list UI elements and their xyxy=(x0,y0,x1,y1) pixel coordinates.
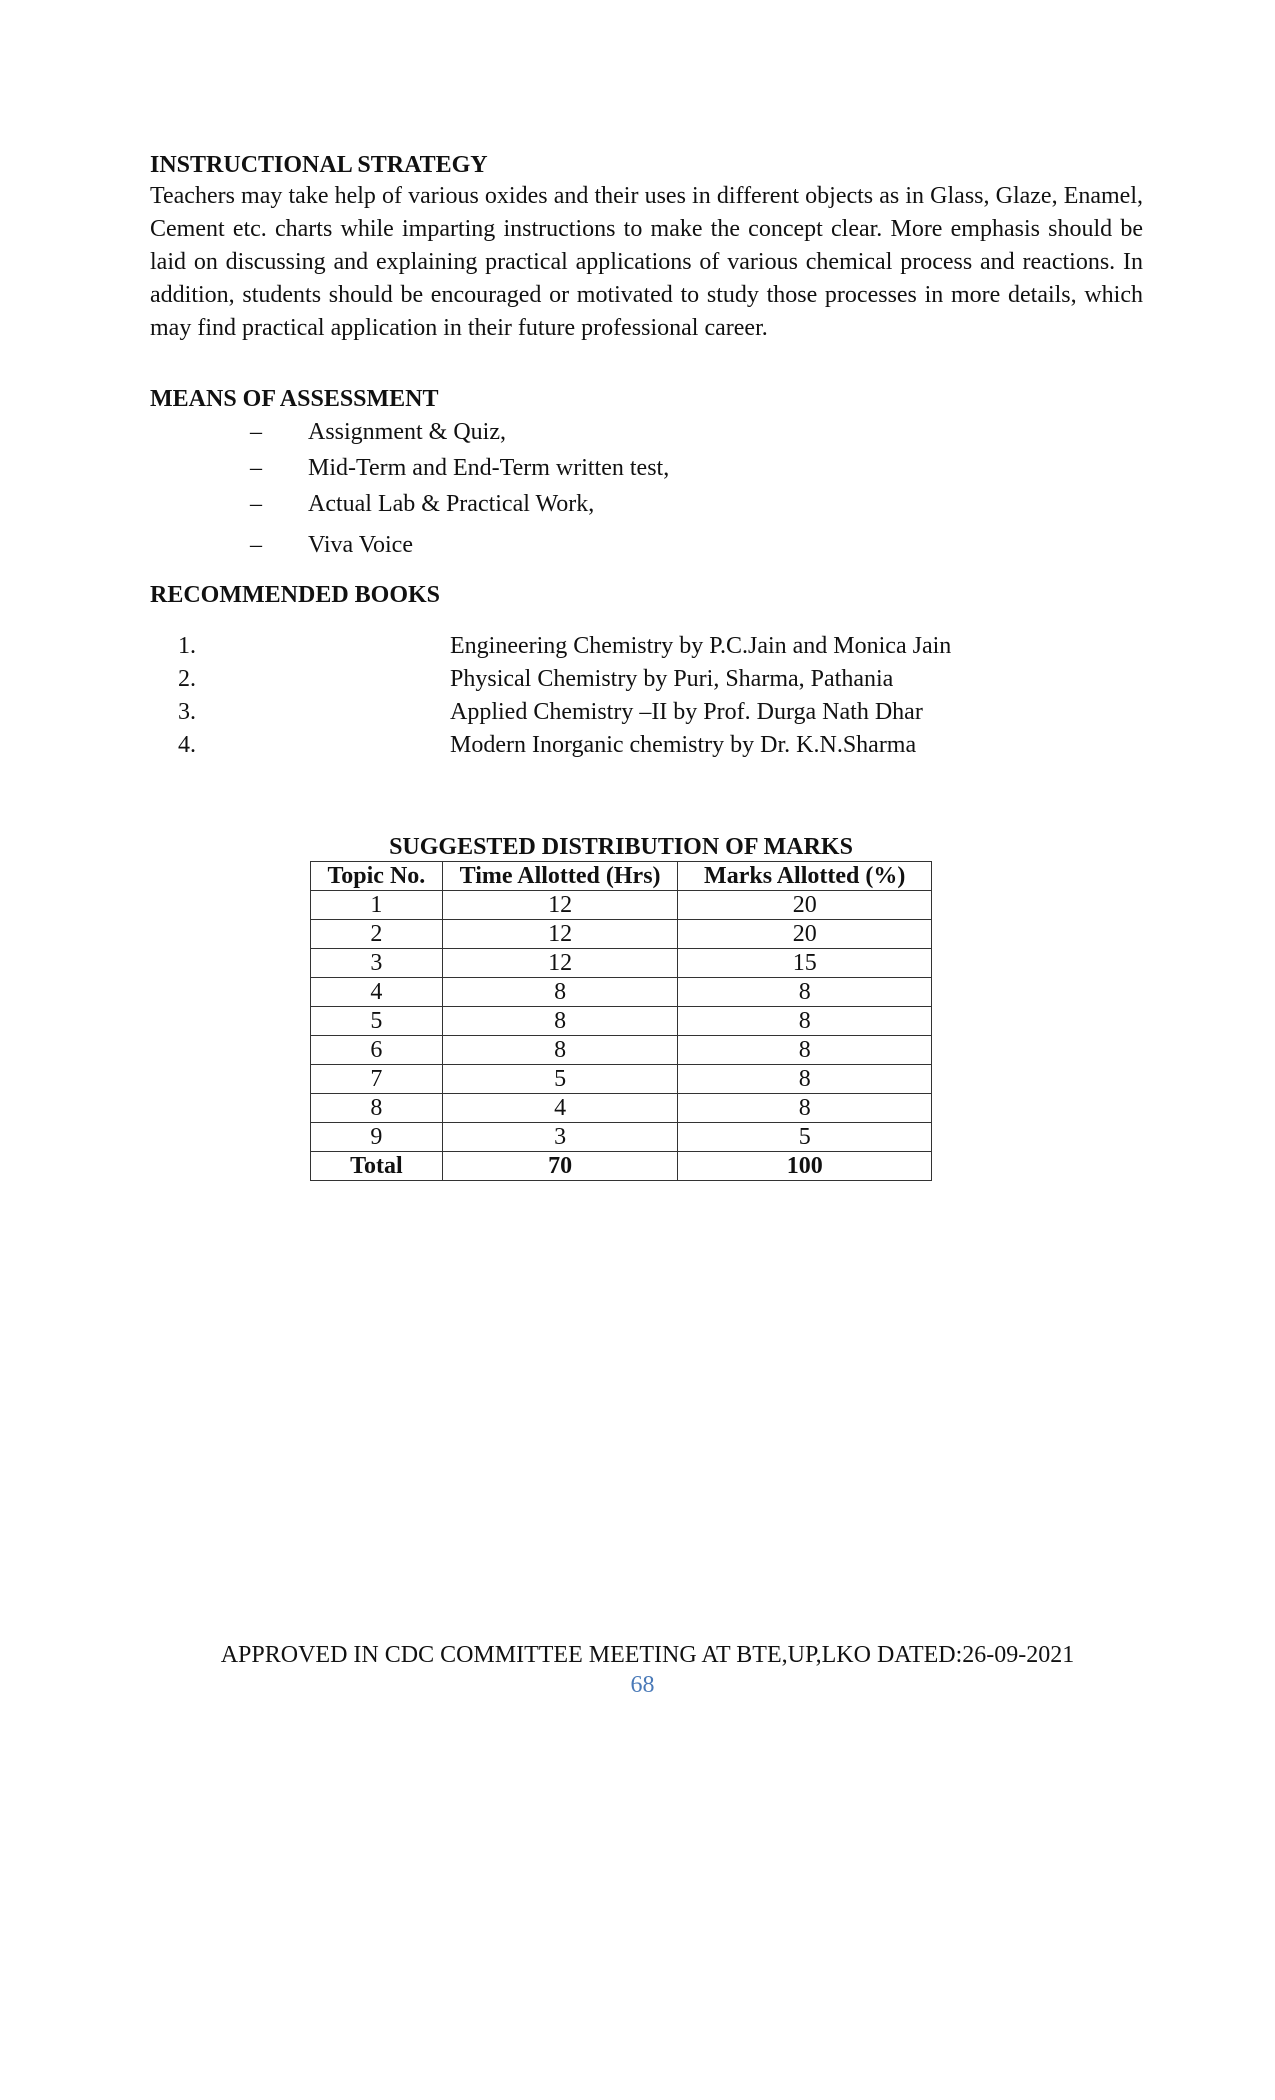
cell-topic: 3 xyxy=(311,949,443,978)
list-item xyxy=(150,486,1143,522)
book-title: Physical Chemistry by Puri, Sharma, Pathania xyxy=(450,666,894,692)
cell-marks: 8 xyxy=(678,1007,932,1036)
assessment-item-label: Actual Lab & Practical Work, xyxy=(308,491,595,517)
assessment-item-label: Mid-Term and End-Term written test, xyxy=(308,455,670,481)
cell-marks: 8 xyxy=(678,1094,932,1123)
cell-topic: 2 xyxy=(311,920,443,949)
book-title: Applied Chemistry –II by Prof. Durga Nath Dhar xyxy=(450,699,923,725)
table-row xyxy=(311,1094,932,1123)
cell-time: 5 xyxy=(442,1065,678,1094)
book-number: 4. xyxy=(178,732,196,758)
instructional-strategy-text: Teachers may take help of various oxides and their uses in different objects as in Glass, Glaze, Enamel, Cement etc. charts while imparting instructions to make the concept clear. More emphasis should be laid on discussing and explaining practical applications of various chemical process and reactions. In addition, students should be encouraged or motivated to study those processes in more details, which may find practical application in their future professional career. xyxy=(150,183,1143,341)
assessment-item-label: Assignment & Quiz, xyxy=(308,419,506,445)
cell-topic: 9 xyxy=(311,1123,443,1152)
table-row xyxy=(311,978,932,1007)
recommended-books-heading: RECOMMENDED BOOKS xyxy=(150,582,441,608)
table-total-row xyxy=(311,1152,932,1181)
cell-marks: 8 xyxy=(678,1036,932,1065)
marks-table-title: SUGGESTED DISTRIBUTION OF MARKS xyxy=(389,834,853,860)
assessment-item-label: Viva Voice xyxy=(308,532,413,558)
cell-marks: 8 xyxy=(678,1065,932,1094)
cell-time: 12 xyxy=(442,949,678,978)
table-row xyxy=(311,949,932,978)
list-item xyxy=(150,450,1143,486)
page-footer xyxy=(0,1640,1275,1700)
cell-time: 8 xyxy=(442,1036,678,1065)
dash-bullet: – xyxy=(250,532,262,558)
cell-topic: 4 xyxy=(311,978,443,1007)
instructional-strategy-section xyxy=(150,150,1143,345)
table-row xyxy=(311,891,932,920)
header-marks-allotted: Marks Allotted (%) xyxy=(678,862,932,891)
book-title: Engineering Chemistry by P.C.Jain and Monica Jain xyxy=(450,633,952,659)
instructional-strategy-heading: INSTRUCTIONAL STRATEGY xyxy=(150,152,488,178)
header-topic-no: Topic No. xyxy=(311,862,443,891)
cell-marks: 8 xyxy=(678,978,932,1007)
list-item xyxy=(150,522,1143,562)
dash-bullet: – xyxy=(250,419,262,445)
cell-time: 4 xyxy=(442,1094,678,1123)
cell-marks: 20 xyxy=(678,891,932,920)
table-row xyxy=(311,1065,932,1094)
books-list xyxy=(150,630,1143,762)
list-item xyxy=(150,729,1143,762)
cell-time: 3 xyxy=(442,1123,678,1152)
recommended-books-section xyxy=(150,580,1143,762)
means-of-assessment-heading: MEANS OF ASSESSMENT xyxy=(150,386,439,412)
book-title: Modern Inorganic chemistry by Dr. K.N.Sharma xyxy=(450,732,917,758)
list-item xyxy=(150,414,1143,450)
book-number: 3. xyxy=(178,699,196,725)
list-item xyxy=(150,663,1143,696)
cell-topic: 8 xyxy=(311,1094,443,1123)
cell-total-label: Total xyxy=(311,1152,443,1181)
book-number: 2. xyxy=(178,666,196,692)
header-time-allotted: Time Allotted (Hrs) xyxy=(442,862,678,891)
cell-marks: 5 xyxy=(678,1123,932,1152)
cell-total-time: 70 xyxy=(442,1152,678,1181)
marks-distribution-section xyxy=(310,833,932,1181)
book-number: 1. xyxy=(178,633,196,659)
cell-time: 8 xyxy=(442,978,678,1007)
marks-table xyxy=(310,861,932,1181)
table-row xyxy=(311,1123,932,1152)
table-row xyxy=(311,1036,932,1065)
cell-topic: 5 xyxy=(311,1007,443,1036)
list-item xyxy=(150,630,1143,663)
table-header-row xyxy=(311,862,932,891)
cell-topic: 6 xyxy=(311,1036,443,1065)
cell-topic: 1 xyxy=(311,891,443,920)
cell-time: 8 xyxy=(442,1007,678,1036)
cell-total-marks: 100 xyxy=(678,1152,932,1181)
cell-time: 12 xyxy=(442,920,678,949)
page-number: 68 xyxy=(630,1672,655,1698)
dash-bullet: – xyxy=(250,491,262,517)
dash-bullet: – xyxy=(250,455,262,481)
cell-marks: 20 xyxy=(678,920,932,949)
means-of-assessment-section xyxy=(150,384,1143,562)
assessment-list xyxy=(150,414,1143,562)
approval-note: APPROVED IN CDC COMMITTEE MEETING AT BTE,UP,LKO DATED:26-09-2021 xyxy=(220,1642,1075,1668)
table-row xyxy=(311,1007,932,1036)
cell-topic: 7 xyxy=(311,1065,443,1094)
cell-time: 12 xyxy=(442,891,678,920)
table-row xyxy=(311,920,932,949)
cell-marks: 15 xyxy=(678,949,932,978)
list-item xyxy=(150,696,1143,729)
